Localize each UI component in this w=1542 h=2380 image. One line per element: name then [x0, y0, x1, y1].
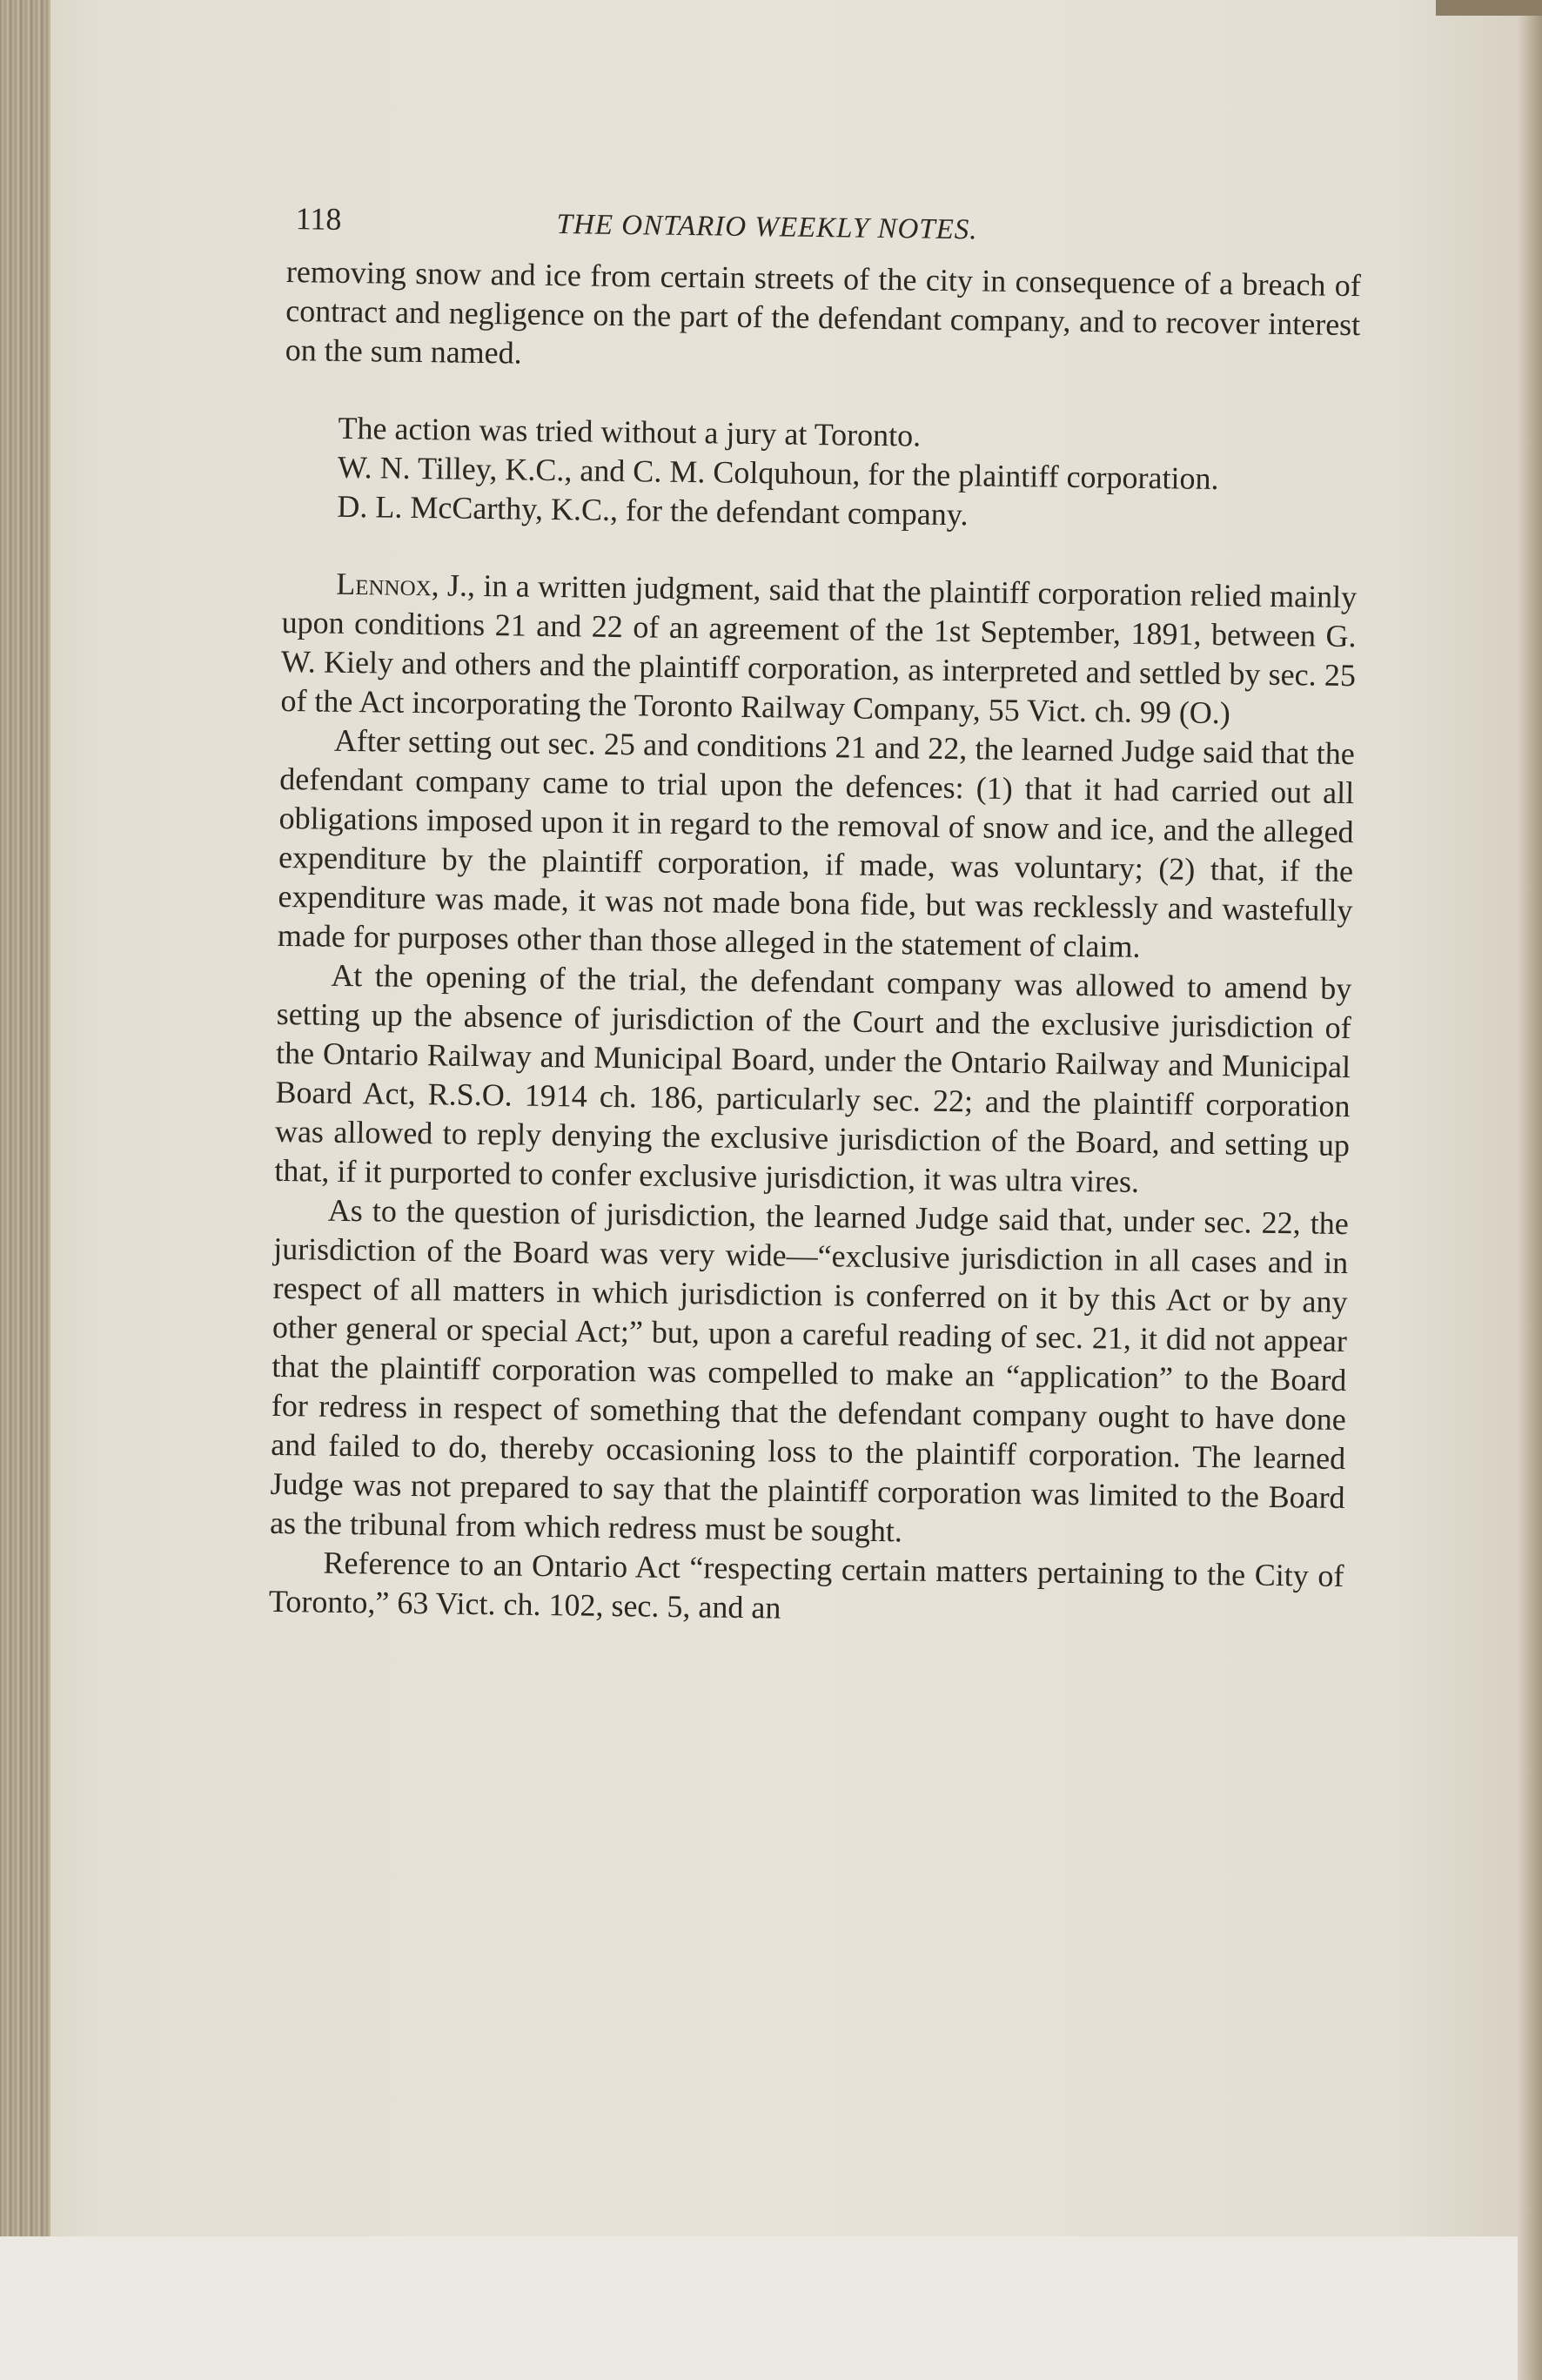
paragraph-reference: Reference to an Ontario Act “respecting certain matters pertaining to the City of Toronto,” 63 Vict. ch. 102, sec. 5, and an [268, 1545, 1344, 1626]
paragraph-plaintiff-counsel: W. N. Tilley, K.C., and C. M. Colquhoun, for the plaintiff corporation. [337, 449, 1219, 497]
paragraph-judgment [280, 564, 1357, 734]
body-text [269, 252, 1361, 1635]
paragraph-trial: The action was tried without a jury at Toronto. [338, 410, 922, 453]
paragraph-amendment: At the opening of the trial, the defendant company was allowed to amend by setting up the absence of jurisdiction of the Court and the exclusive jurisdiction of the Ontario Railway and Municipal Board, under the Ontario Railway and Municipal Board Act, R.S.O. 1914 ch. 186, particularly sec. 22; and the plaintiff corporation was allowed to reply denying the exclusive jurisdiction of the Board, and setting up that, if it purported to confer exclusive jurisdiction, it was ultra vires. [274, 957, 1352, 1199]
page-number: 118 [295, 201, 342, 237]
journal-title: THE ONTARIO WEEKLY NOTES. [556, 209, 978, 246]
scan-margin [0, 2236, 1542, 2380]
book-spine-edge [0, 0, 50, 2236]
document-page [269, 200, 1362, 1635]
paragraph-jurisdiction: As to the question of jurisdiction, the learned Judge said that, under sec. 22, the jurisdiction of the Board was very wide—“exclusive jurisdiction in all cases and in respect of all matters in which jurisdiction is conferred on it by this Act or by any other general or special Act;” but, upon a careful reading of sec. 21, it did not appear that the plaintiff corporation was compelled to make an “application” to the Board for redress in respect of something that the defendant company ought to have done and failed to do, thereby occasioning loss to the plaintiff corporation. The learned Judge was not prepared to say that the plaintiff corporation was limited to the Board as the tribunal from which redress must be sought. [269, 1192, 1349, 1549]
paragraph-defendant-counsel: D. L. McCarthy, K.C., for the defendant company. [337, 488, 969, 533]
page-corner-shadow [1436, 0, 1542, 16]
judge-name: Lennox, J. [335, 566, 468, 603]
judgment-text: , in a written judgment, said that the plaintiff corporation relied mainly upon conditions 21 and 22 of an agreement of the 1st September, 1891, between G. W. Kiely and others and the plaintiff corporation, as interpreted and settled by sec. 25 of the Act incorporating the Toronto Railway Company, 55 Vict. ch. 99 (O.) [280, 567, 1358, 731]
paragraph-continued: removing snow and ice from certain streets of the city in consequence of a breach of contract and negligence on the part of the defendant company, and to recover interest on the sum named. [285, 253, 1362, 371]
page-right-edge [1518, 0, 1542, 2380]
paragraph-defences: After setting out sec. 25 and conditions 21 and 22, the learned Judge said that the defendant company came to trial upon the defences: (1) that it had carried out all obligations imposed upon it in regard to the removal of snow and ice, and the alleged expenditure by the plaintiff corporation, if made, was voluntary; (2) that, if the expenditure was made, it was not made bona fide, but was recklessly and wastefully made for purposes other than those alleged in the statement of claim. [277, 722, 1356, 964]
